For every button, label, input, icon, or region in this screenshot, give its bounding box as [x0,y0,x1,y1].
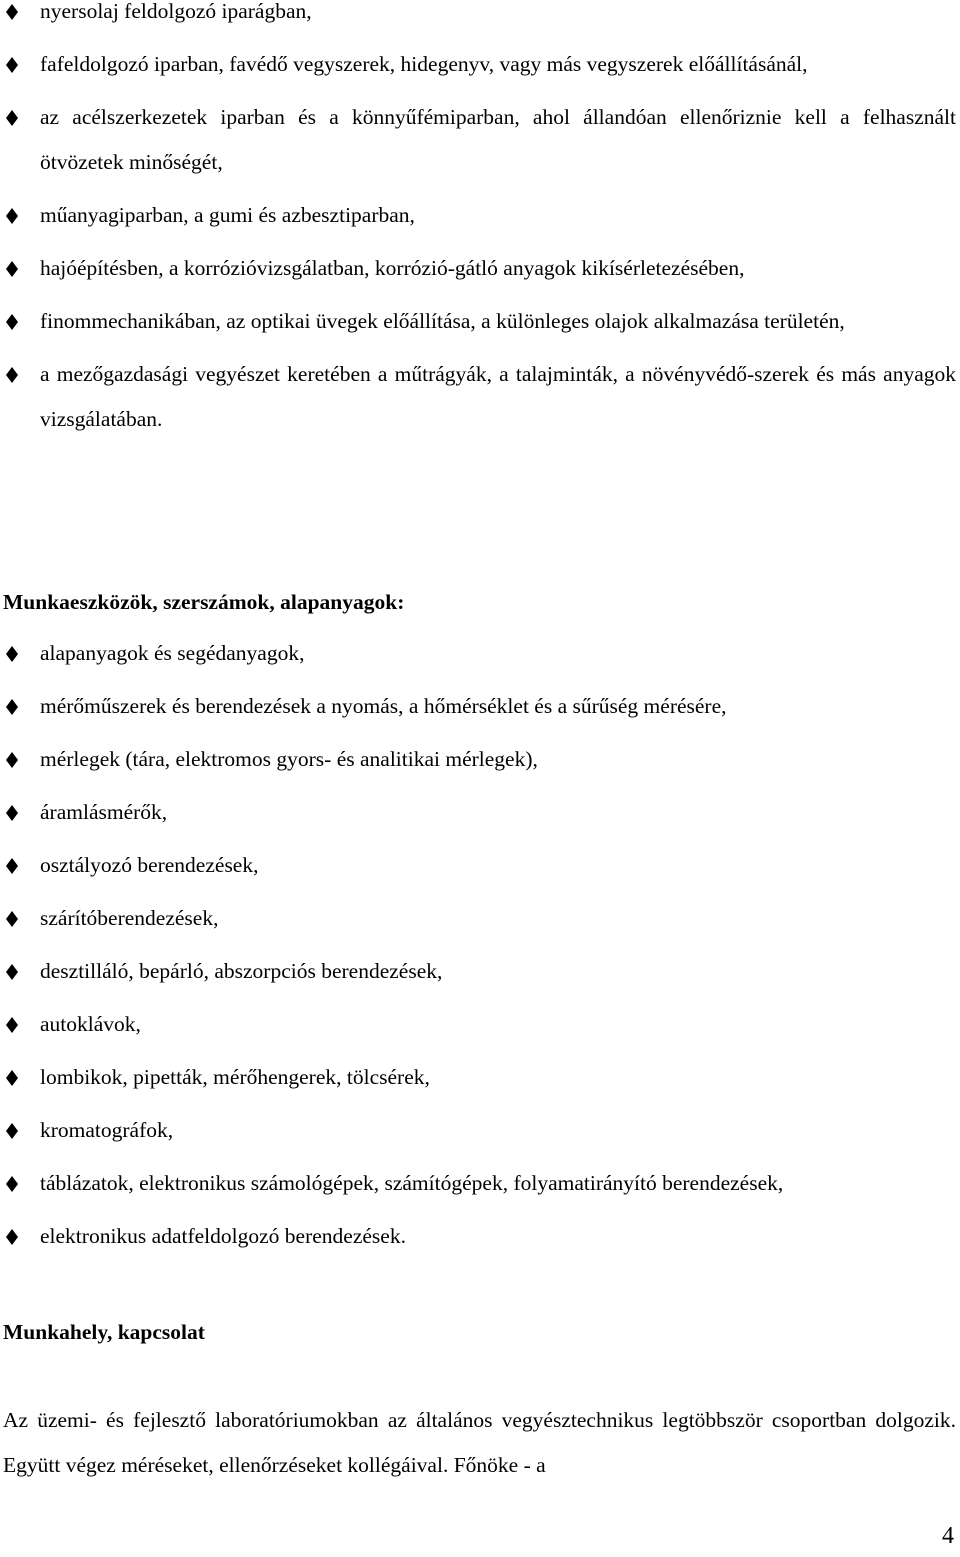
diamond-bullet-icon [6,964,18,980]
diamond-bullet-icon [6,646,18,662]
diamond-bullet-icon [6,57,18,73]
list-item-text: az acélszerkezetek iparban és a könnyűfémiparban, ahol állandóan ellenőriznie kell a felhasznált ötvözetek minőségét, [40,105,956,174]
list-item [0,95,960,185]
list-item [0,1161,960,1206]
diamond-bullet-icon [6,4,18,20]
section-heading-workplace: Munkahely, kapcsolat [3,1320,205,1344]
list-item [0,299,960,344]
list-item [0,193,960,238]
list-item-text: mérlegek (tára, elektromos gyors- és analitikai mérlegek), [40,747,538,771]
diamond-bullet-icon [6,367,18,383]
list-item [0,631,960,676]
list-item [0,1002,960,1047]
list-item-text: táblázatok, elektronikus számológépek, számítógépek, folyamatirányító berendezések, [40,1171,784,1195]
diamond-bullet-icon [6,805,18,821]
list-item-text: kromatográfok, [40,1118,174,1142]
list-item [0,352,960,442]
diamond-bullet-icon [6,261,18,277]
list-item [0,790,960,835]
diamond-bullet-icon [6,1017,18,1033]
list-item [0,896,960,941]
list-item-text: finommechanikában, az optikai üvegek előállítása, a különleges olajok alkalmazása területén, [40,309,845,333]
diamond-bullet-icon [6,1070,18,1086]
list-item [0,246,960,291]
diamond-bullet-icon [6,208,18,224]
list-item-text: fafeldolgozó iparban, favédő vegyszerek, hidegenyv, vagy más vegyszerek előállításánál, [40,52,808,76]
diamond-bullet-icon [6,911,18,927]
page-number: 4 [942,1523,954,1549]
list-item [0,684,960,729]
industry-list [0,0,960,450]
list-item-text: nyersolaj feldolgozó iparágban, [40,0,312,23]
list-item-text: lombikok, pipetták, mérőhengerek, tölcsérek, [40,1065,430,1089]
list-item-text: alapanyagok és segédanyagok, [40,641,305,665]
workplace-paragraph: Az üzemi- és fejlesztő laboratóriumokban az általános vegyésztechnikus legtöbbször csoportban dolgozik. Együtt végez méréseket, ellenőrzéseket kollégáival. Főnöke - a [3,1408,956,1477]
diamond-bullet-icon [6,110,18,126]
list-item-text: műanyagiparban, a gumi és azbesztiparban, [40,203,415,227]
list-item-text: áramlásmérők, [40,800,168,824]
diamond-bullet-icon [6,699,18,715]
list-item [0,0,960,34]
list-item-text: a mezőgazdasági vegyészet keretében a műtrágyák, a talajminták, a növényvédő-szerek és más anyagok vizsgálatában. [40,362,956,431]
diamond-bullet-icon [6,752,18,768]
list-item-text: autoklávok, [40,1012,141,1036]
list-item [0,949,960,994]
list-item-text: desztilláló, bepárló, abszorpciós berendezések, [40,959,443,983]
list-item-text: szárítóberendezések, [40,906,219,930]
list-item [0,1108,960,1153]
diamond-bullet-icon [6,858,18,874]
diamond-bullet-icon [6,314,18,330]
list-item [0,42,960,87]
list-item [0,737,960,782]
diamond-bullet-icon [6,1229,18,1245]
list-item [0,1055,960,1100]
list-item [0,1214,960,1259]
list-item-text: hajóépítésben, a korrózióvizsgálatban, korrózió-gátló anyagok kikísérletezésében, [40,256,745,280]
list-item [0,843,960,888]
list-item-text: elektronikus adatfeldolgozó berendezések. [40,1224,406,1248]
list-item-text: mérőműszerek és berendezések a nyomás, a hőmérséklet és a sűrűség mérésére, [40,694,727,718]
diamond-bullet-icon [6,1123,18,1139]
tools-list [0,631,960,1267]
list-item-text: osztályozó berendezések, [40,853,259,877]
diamond-bullet-icon [6,1176,18,1192]
section-heading-tools: Munkaeszközök, szerszámok, alapanyagok: [3,590,405,614]
